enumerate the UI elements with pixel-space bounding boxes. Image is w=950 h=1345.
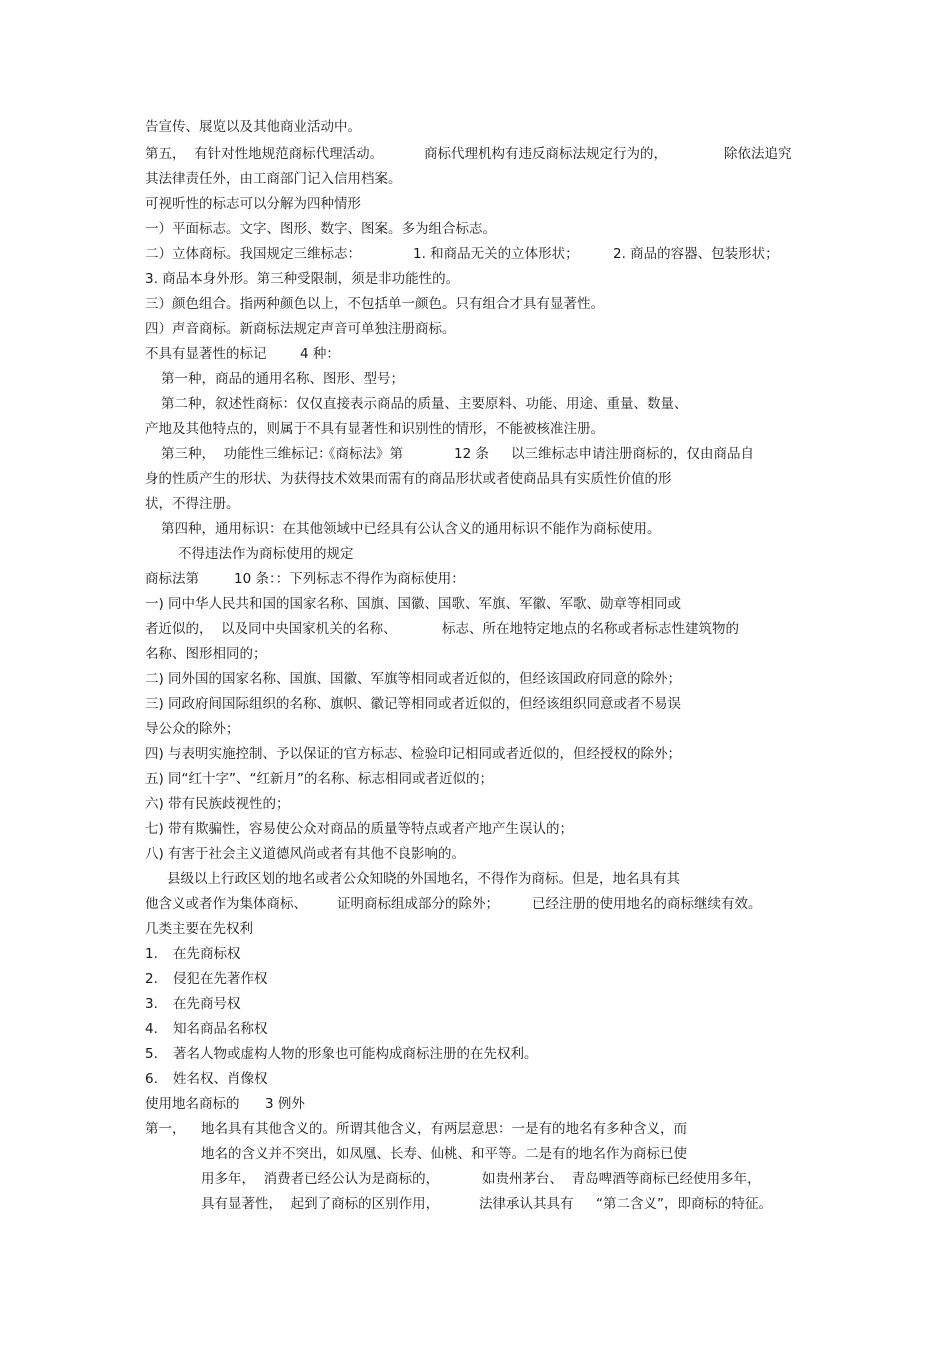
text-line: [0, 1195, 950, 1213]
text-segment: 4 种：: [300, 346, 340, 362]
text-line: [0, 245, 950, 263]
text-line: [0, 820, 950, 838]
text-line: [0, 970, 950, 988]
text-segment: 著名人物或虚构人物的形象也可能构成商标注册的在先权利。: [173, 1046, 538, 1062]
text-segment: 三) 同政府间国际组织的名称、旗帜、徽记等相同或者近似的，但经该组织同意或者不易误: [145, 696, 682, 712]
text-segment: 县级以上行政区划的地名或者公众知晓的外国地名，不得作为商标。但是，地名具有其: [167, 871, 680, 887]
text-line: [0, 870, 950, 888]
text-segment: 四）声音商标。新商标法规定声音可单独注册商标。: [145, 321, 456, 337]
text-segment: 2.: [145, 971, 158, 987]
text-segment: 状，不得注册。: [145, 496, 240, 512]
text-segment: 六) 带有民族歧视性的；: [145, 796, 290, 812]
text-segment: 用多年， 消费者已经公认为是商标的，: [201, 1171, 440, 1187]
text-line: [0, 145, 950, 163]
text-segment: 姓名权、肖像权: [173, 1071, 268, 1087]
text-segment: 知名商品名称权: [173, 1021, 268, 1037]
text-line: [0, 770, 950, 788]
text-segment: 三）颜色组合。指两种颜色以上，不包括单一颜色。只有组合才具有显著性。: [145, 296, 604, 312]
text-line: [0, 795, 950, 813]
text-segment: 地名的含义并不突出，如凤凰、长寿、仙桃、和平等。二是有的地名作为商标已使: [201, 1146, 687, 1162]
text-segment: 具有显著性， 起到了商标的区别作用，: [201, 1196, 440, 1212]
text-line: [0, 195, 950, 213]
text-segment: 3 例外: [265, 1096, 305, 1112]
text-segment: 12 条: [454, 446, 489, 462]
text-line: [0, 295, 950, 313]
text-segment: 标志、所在地特定地点的名称或者标志性建筑物的: [442, 621, 739, 637]
text-segment: 证明商标组成部分的除外；: [337, 896, 499, 912]
text-segment: 其法律责任外，由工商部门记入信用档案。: [145, 171, 402, 187]
text-segment: “第二含义”，即商标的特征。: [596, 1196, 772, 1212]
text-line: [0, 720, 950, 738]
text-segment: 五) 同“红十字”、“红新月”的名称、标志相同或者近似的；: [145, 771, 494, 787]
text-segment: 3.: [145, 996, 158, 1012]
text-segment: 二）立体商标。我国规定三维标志：: [145, 246, 361, 262]
text-line: [0, 1020, 950, 1038]
text-segment: 以三维标志申请注册商标的，仅由商品自: [511, 446, 754, 462]
text-segment: 使用地名商标的: [145, 1096, 240, 1112]
text-line: [0, 1095, 950, 1113]
text-segment: 一）平面标志。文字、图形、数字、图案。多为组合标志。: [145, 221, 496, 237]
text-segment: 可视听性的标志可以分解为四种情形: [145, 196, 361, 212]
text-segment: 导公众的除外；: [145, 721, 240, 737]
text-segment: 四) 与表明实施控制、予以保证的官方标志、检验印记相同或者近似的，但经授权的除外；: [145, 746, 682, 762]
text-segment: 第一种，商品的通用名称、图形、型号；: [161, 371, 404, 387]
text-line: [0, 620, 950, 638]
text-line: [0, 570, 950, 588]
text-segment: 在先商标权: [173, 946, 241, 962]
text-line: [0, 445, 950, 463]
text-segment: 名称、图形相同的；: [145, 646, 267, 662]
text-segment: 二) 同外国的国家名称、国旗、国徽、军旗等相同或者近似的，但经该国政府同意的除外；: [145, 671, 682, 687]
text-line: [0, 520, 950, 538]
text-segment: 在先商号权: [173, 996, 241, 1012]
text-segment: 1.: [145, 946, 158, 962]
text-line: [0, 695, 950, 713]
text-line: [0, 545, 950, 563]
text-segment: 4.: [145, 1021, 158, 1037]
text-line: [0, 420, 950, 438]
text-line: [0, 1045, 950, 1063]
text-segment: 产地及其他特点的，则属于不具有显著性和识别性的情形，不能被核准注册。: [145, 421, 604, 437]
text-segment: 5.: [145, 1046, 158, 1062]
text-line: [0, 470, 950, 488]
text-line: [0, 1145, 950, 1163]
text-segment: 几类主要在先权利: [145, 921, 253, 937]
text-line: [0, 118, 950, 136]
text-line: [0, 1120, 950, 1138]
text-segment: 商标代理机构有违反商标法规定行为的，: [424, 146, 667, 162]
text-line: [0, 320, 950, 338]
text-line: [0, 495, 950, 513]
text-line: [0, 995, 950, 1013]
text-segment: 10 条：：下列标志不得作为商标使用：: [234, 571, 465, 587]
text-segment: 第二种，叙述性商标：仅仅直接表示商品的质量、主要原料、功能、用途、重量、数量、: [161, 396, 688, 412]
text-segment: 如贵州茅台、 青岛啤酒等商标已经使用多年，: [482, 1171, 761, 1187]
text-line: [0, 170, 950, 188]
text-line: [0, 895, 950, 913]
text-segment: 八) 有害于社会主义道德风尚或者有其他不良影响的。: [145, 846, 466, 862]
text-line: [0, 745, 950, 763]
text-segment: 七) 带有欺骗性，容易使公众对商品的质量等特点或者产地产生误认的；: [145, 821, 574, 837]
text-segment: 一) 同中华人民共和国的国家名称、国旗、国徽、国歌、军旗、军徽、军歌、勋章等相同或: [145, 596, 682, 612]
text-line: [0, 345, 950, 363]
text-line: [0, 1070, 950, 1088]
text-segment: 者近似的， 以及同中央国家机关的名称、: [145, 621, 397, 637]
text-line: [0, 645, 950, 663]
text-segment: 商标法第: [145, 571, 199, 587]
text-segment: 1. 和商品无关的立体形状；: [413, 246, 579, 262]
text-segment: 地名具有其他含义的。所谓其他含义，有两层意思：一是有的地名有多种含义，而: [201, 1121, 687, 1137]
text-segment: 侵犯在先著作权: [173, 971, 268, 987]
text-segment: 3. 商品本身外形。第三种受限制，须是非功能性的。: [145, 271, 460, 287]
text-line: [0, 395, 950, 413]
text-segment: 6.: [145, 1071, 158, 1087]
text-line: [0, 1170, 950, 1188]
text-segment: 第一，: [145, 1121, 186, 1137]
text-segment: 身的性质产生的形状、为获得技术效果而需有的商品形状或者使商品具有实质性价值的形: [145, 471, 672, 487]
text-segment: 《商标法》第: [322, 446, 403, 462]
text-segment: 第五， 有针对性地规范商标代理活动。: [145, 146, 384, 162]
text-segment: 告宣传、展览以及其他商业活动中。: [145, 119, 361, 135]
text-segment: 不得违法作为商标使用的规定: [178, 546, 354, 562]
text-segment: 已经注册的使用地名的商标继续有效。: [532, 896, 762, 912]
text-segment: 第四种，通用标识：在其他领域中已经具有公认含义的通用标识不能作为商标使用。: [161, 521, 661, 537]
text-line: [0, 945, 950, 963]
text-segment: 第三种， 功能性三维标记：: [161, 446, 332, 462]
text-line: [0, 270, 950, 288]
text-segment: 不具有显著性的标记: [145, 346, 267, 362]
text-segment: 法律承认其具有: [479, 1196, 574, 1212]
text-line: [0, 845, 950, 863]
text-line: [0, 670, 950, 688]
text-segment: 2. 商品的容器、包装形状；: [613, 246, 779, 262]
text-line: [0, 220, 950, 238]
text-line: [0, 370, 950, 388]
text-line: [0, 920, 950, 938]
text-segment: 他含义或者作为集体商标、: [145, 896, 307, 912]
text-line: [0, 595, 950, 613]
text-segment: 除依法追究: [724, 146, 792, 162]
